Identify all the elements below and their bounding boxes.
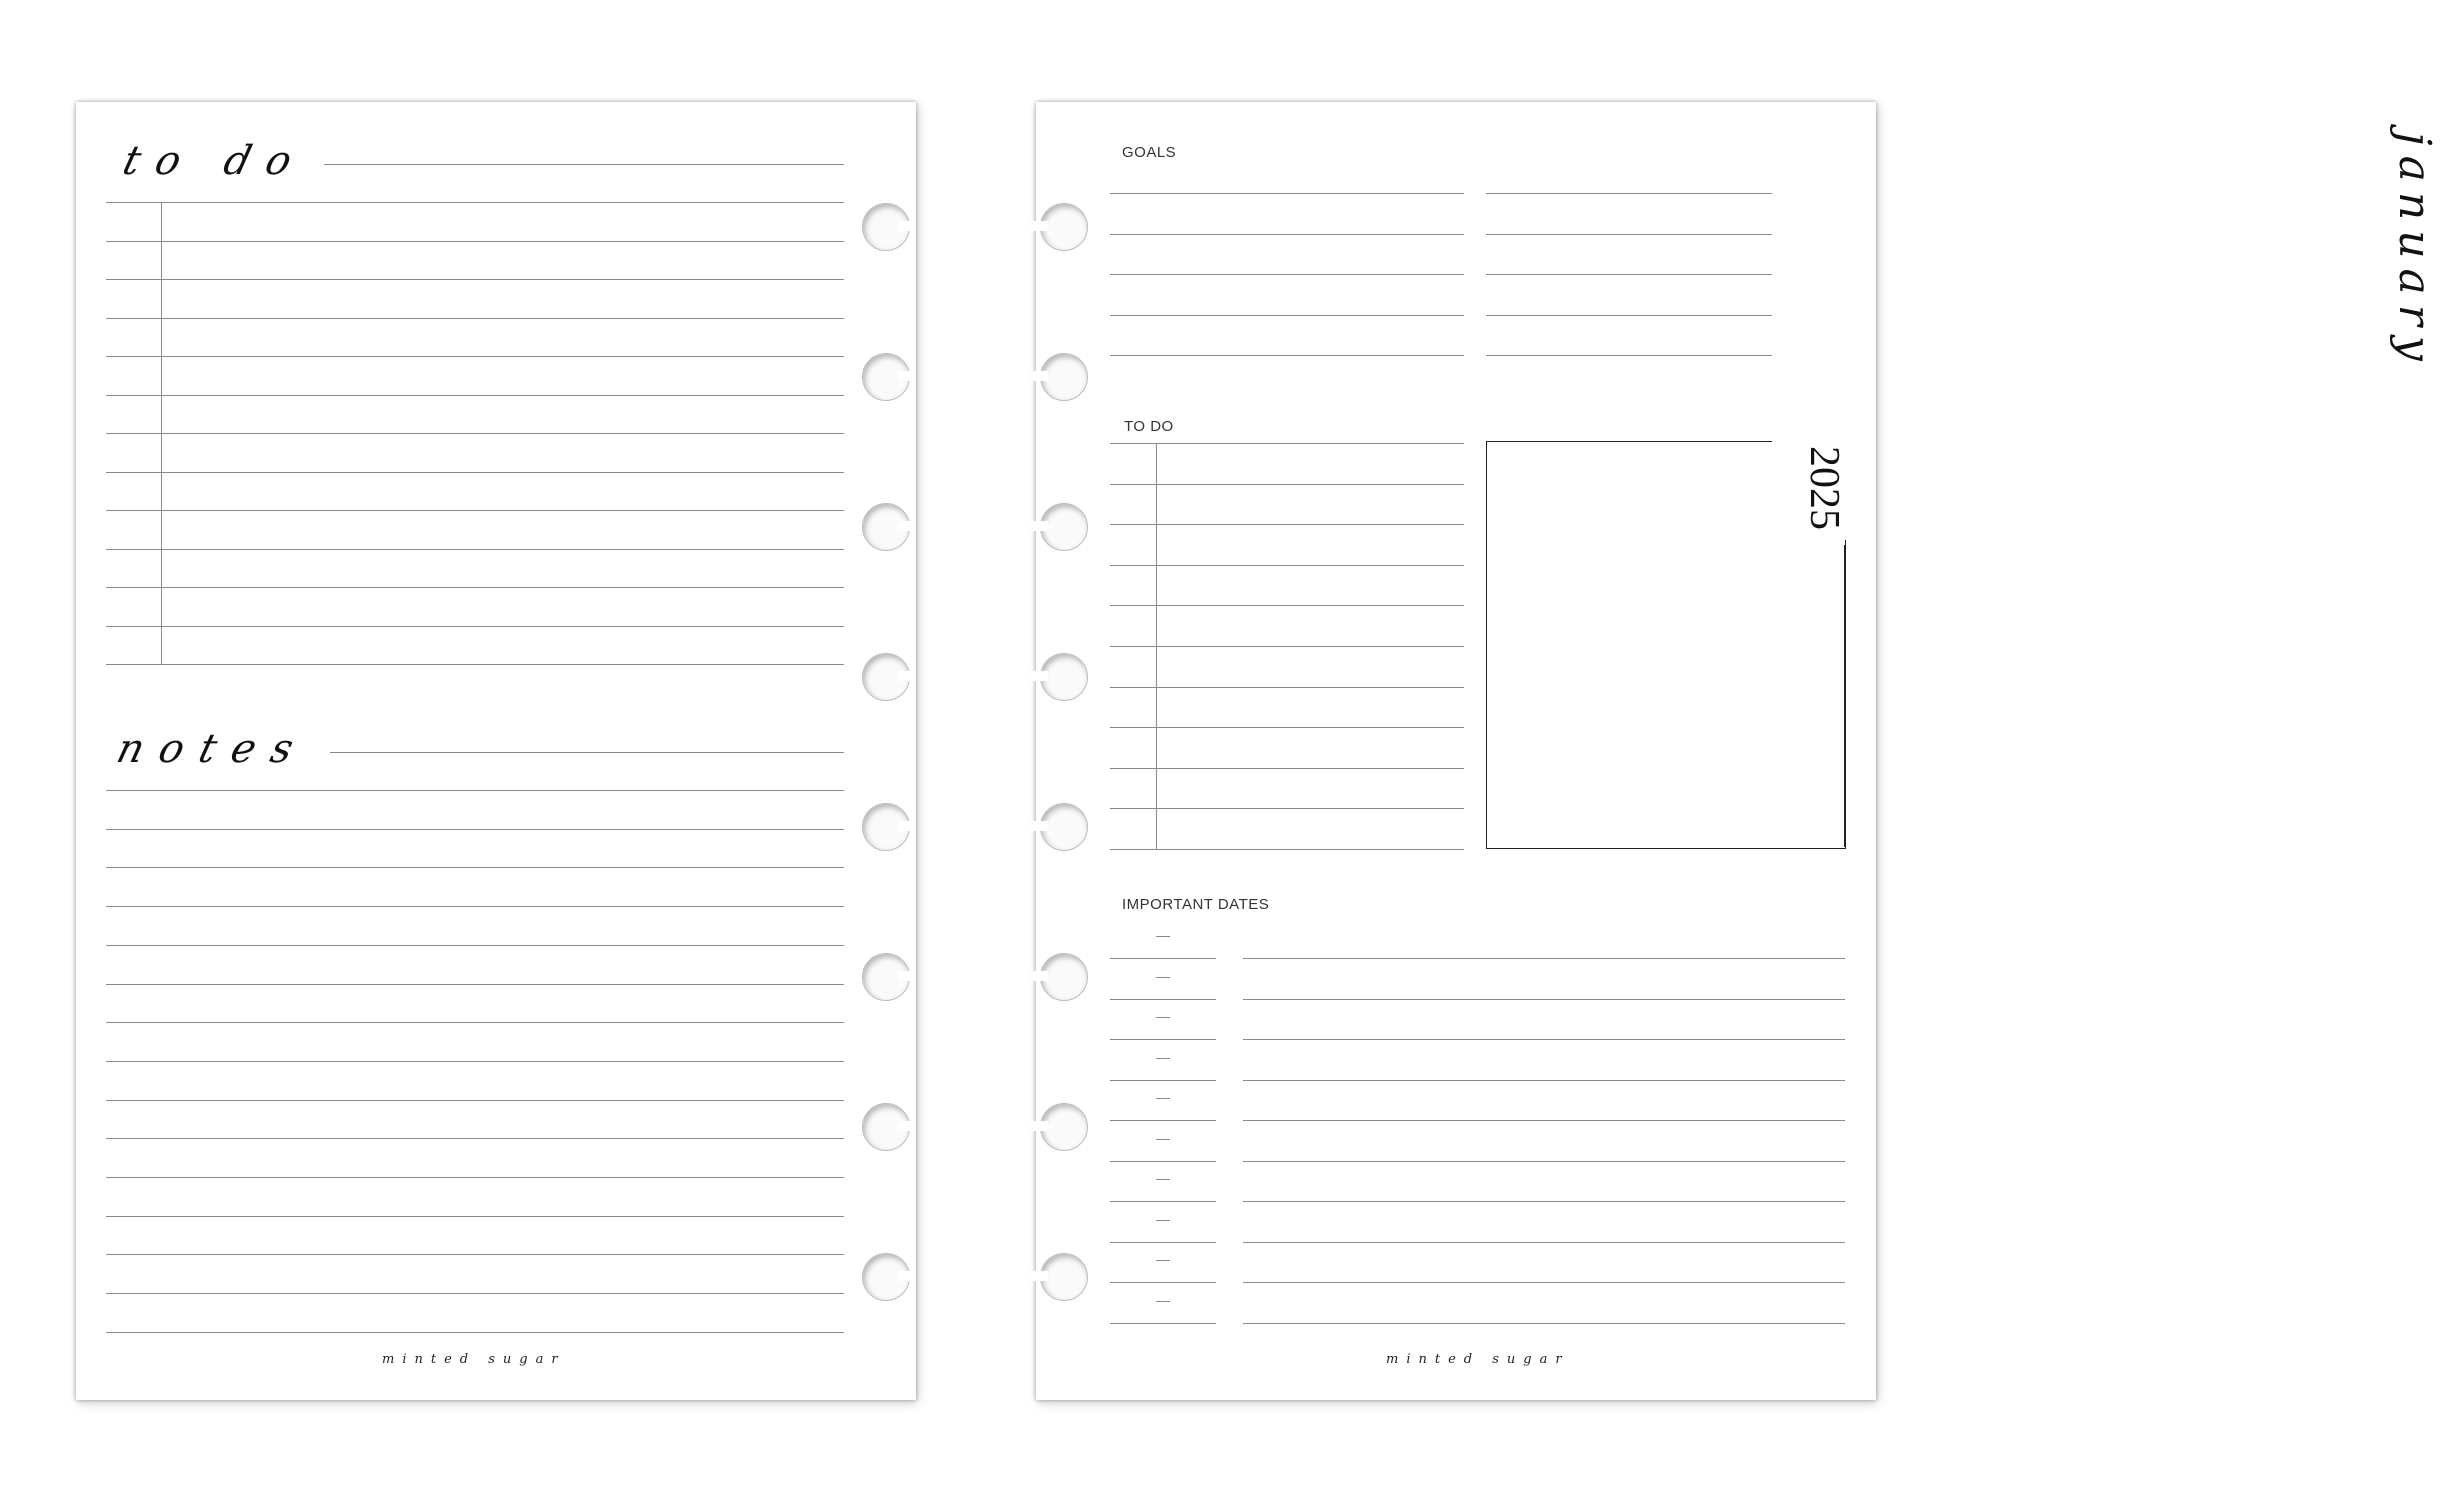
month-title: january <box>2389 132 2440 371</box>
notes-line <box>106 790 844 791</box>
date-dash <box>1156 1098 1170 1099</box>
todo-line <box>106 626 844 627</box>
todo-line <box>1110 524 1464 525</box>
ring-slot <box>898 1121 916 1131</box>
event-line <box>1243 1161 1845 1162</box>
todo-checkbox-divider <box>161 202 162 664</box>
notes-line <box>106 1177 844 1178</box>
todo-label: TO DO <box>1124 418 1174 435</box>
event-line <box>1243 1039 1845 1040</box>
goals-label: GOALS <box>1122 144 1177 161</box>
notes-heading-line <box>330 752 844 753</box>
goals-line <box>1110 315 1464 316</box>
date-line <box>1110 999 1216 1000</box>
date-dash <box>1156 1260 1170 1261</box>
todo-heading: to do <box>118 138 313 184</box>
date-line <box>1110 1039 1216 1040</box>
important-dates-label: IMPORTANT DATES <box>1122 896 1270 913</box>
event-line <box>1243 1201 1845 1202</box>
ring-slot <box>898 521 916 531</box>
date-line <box>1110 1120 1216 1121</box>
notes-line <box>106 1138 844 1139</box>
goals-line <box>1110 274 1464 275</box>
ring-slot <box>1030 1121 1048 1131</box>
todo-line <box>1110 443 1464 444</box>
goals-line <box>1486 234 1772 235</box>
ring-slot <box>898 1271 916 1281</box>
date-dash <box>1156 936 1170 937</box>
todo-heading-line <box>324 164 844 165</box>
goals-line <box>1110 355 1464 356</box>
event-line <box>1243 958 1845 959</box>
ring-slot <box>1030 521 1048 531</box>
todo-line <box>106 472 844 473</box>
notes-line <box>106 1216 844 1217</box>
year-label: 2025 <box>1801 446 1847 530</box>
goals-line <box>1110 193 1464 194</box>
brand-footer: minted sugar <box>382 1352 566 1367</box>
todo-line <box>1110 687 1464 688</box>
date-dash <box>1156 977 1170 978</box>
todo-line <box>1110 565 1464 566</box>
ring-slot <box>1030 371 1048 381</box>
date-line <box>1110 1201 1216 1202</box>
ring-slot <box>898 971 916 981</box>
notes-line <box>106 906 844 907</box>
ring-slot <box>1030 671 1048 681</box>
todo-line <box>106 395 844 396</box>
todo-line <box>1110 605 1464 606</box>
date-dash <box>1156 1139 1170 1140</box>
brand-footer-right: minted sugar <box>1386 1352 1570 1367</box>
date-line <box>1110 1323 1216 1324</box>
todo-line <box>106 318 844 319</box>
event-line <box>1243 1120 1845 1121</box>
date-dash <box>1156 1179 1170 1180</box>
planner-page-left <box>76 102 916 1400</box>
todo-line <box>1110 646 1464 647</box>
ring-slot <box>1030 971 1048 981</box>
event-line <box>1243 1242 1845 1243</box>
todo-line <box>1110 808 1464 809</box>
notes-line <box>106 867 844 868</box>
todo-checkbox-divider-right <box>1156 443 1157 849</box>
notes-line <box>106 1022 844 1023</box>
ring-slot <box>898 671 916 681</box>
event-line <box>1243 1080 1845 1081</box>
goals-line <box>1110 234 1464 235</box>
notes-line <box>106 984 844 985</box>
date-dash <box>1156 1301 1170 1302</box>
date-line <box>1110 1080 1216 1081</box>
todo-line <box>106 510 844 511</box>
notes-line <box>106 1254 844 1255</box>
todo-line <box>1110 849 1464 850</box>
todo-line <box>106 664 844 665</box>
ring-slot <box>1030 1271 1048 1281</box>
date-dash <box>1156 1058 1170 1059</box>
notes-line <box>106 1100 844 1101</box>
ring-slot <box>898 821 916 831</box>
ring-slot <box>1030 221 1048 231</box>
date-line <box>1110 1282 1216 1283</box>
todo-line <box>106 279 844 280</box>
date-line <box>1110 1161 1216 1162</box>
todo-line <box>1110 727 1464 728</box>
event-line <box>1243 999 1845 1000</box>
todo-line <box>106 587 844 588</box>
date-dash <box>1156 1017 1170 1018</box>
todo-line <box>106 241 844 242</box>
goals-line <box>1486 193 1772 194</box>
notes-line <box>106 1332 844 1333</box>
goals-line <box>1486 274 1772 275</box>
goals-line <box>1486 355 1772 356</box>
notes-heading: notes <box>112 726 314 772</box>
event-line <box>1243 1323 1845 1324</box>
date-line <box>1110 1242 1216 1243</box>
todo-line <box>1110 484 1464 485</box>
todo-line <box>1110 768 1464 769</box>
todo-line <box>106 549 844 550</box>
notes-line <box>106 945 844 946</box>
planner-page-right <box>1036 102 2440 1400</box>
ring-slot <box>898 371 916 381</box>
notes-line <box>106 1293 844 1294</box>
event-line <box>1243 1282 1845 1283</box>
notes-line <box>106 1061 844 1062</box>
notes-line <box>106 829 844 830</box>
date-line <box>1110 958 1216 959</box>
ring-slot <box>1030 821 1048 831</box>
date-dash <box>1156 1220 1170 1221</box>
todo-line <box>106 433 844 434</box>
todo-line <box>106 202 844 203</box>
goals-line <box>1486 315 1772 316</box>
ring-slot <box>898 221 916 231</box>
todo-line <box>106 356 844 357</box>
